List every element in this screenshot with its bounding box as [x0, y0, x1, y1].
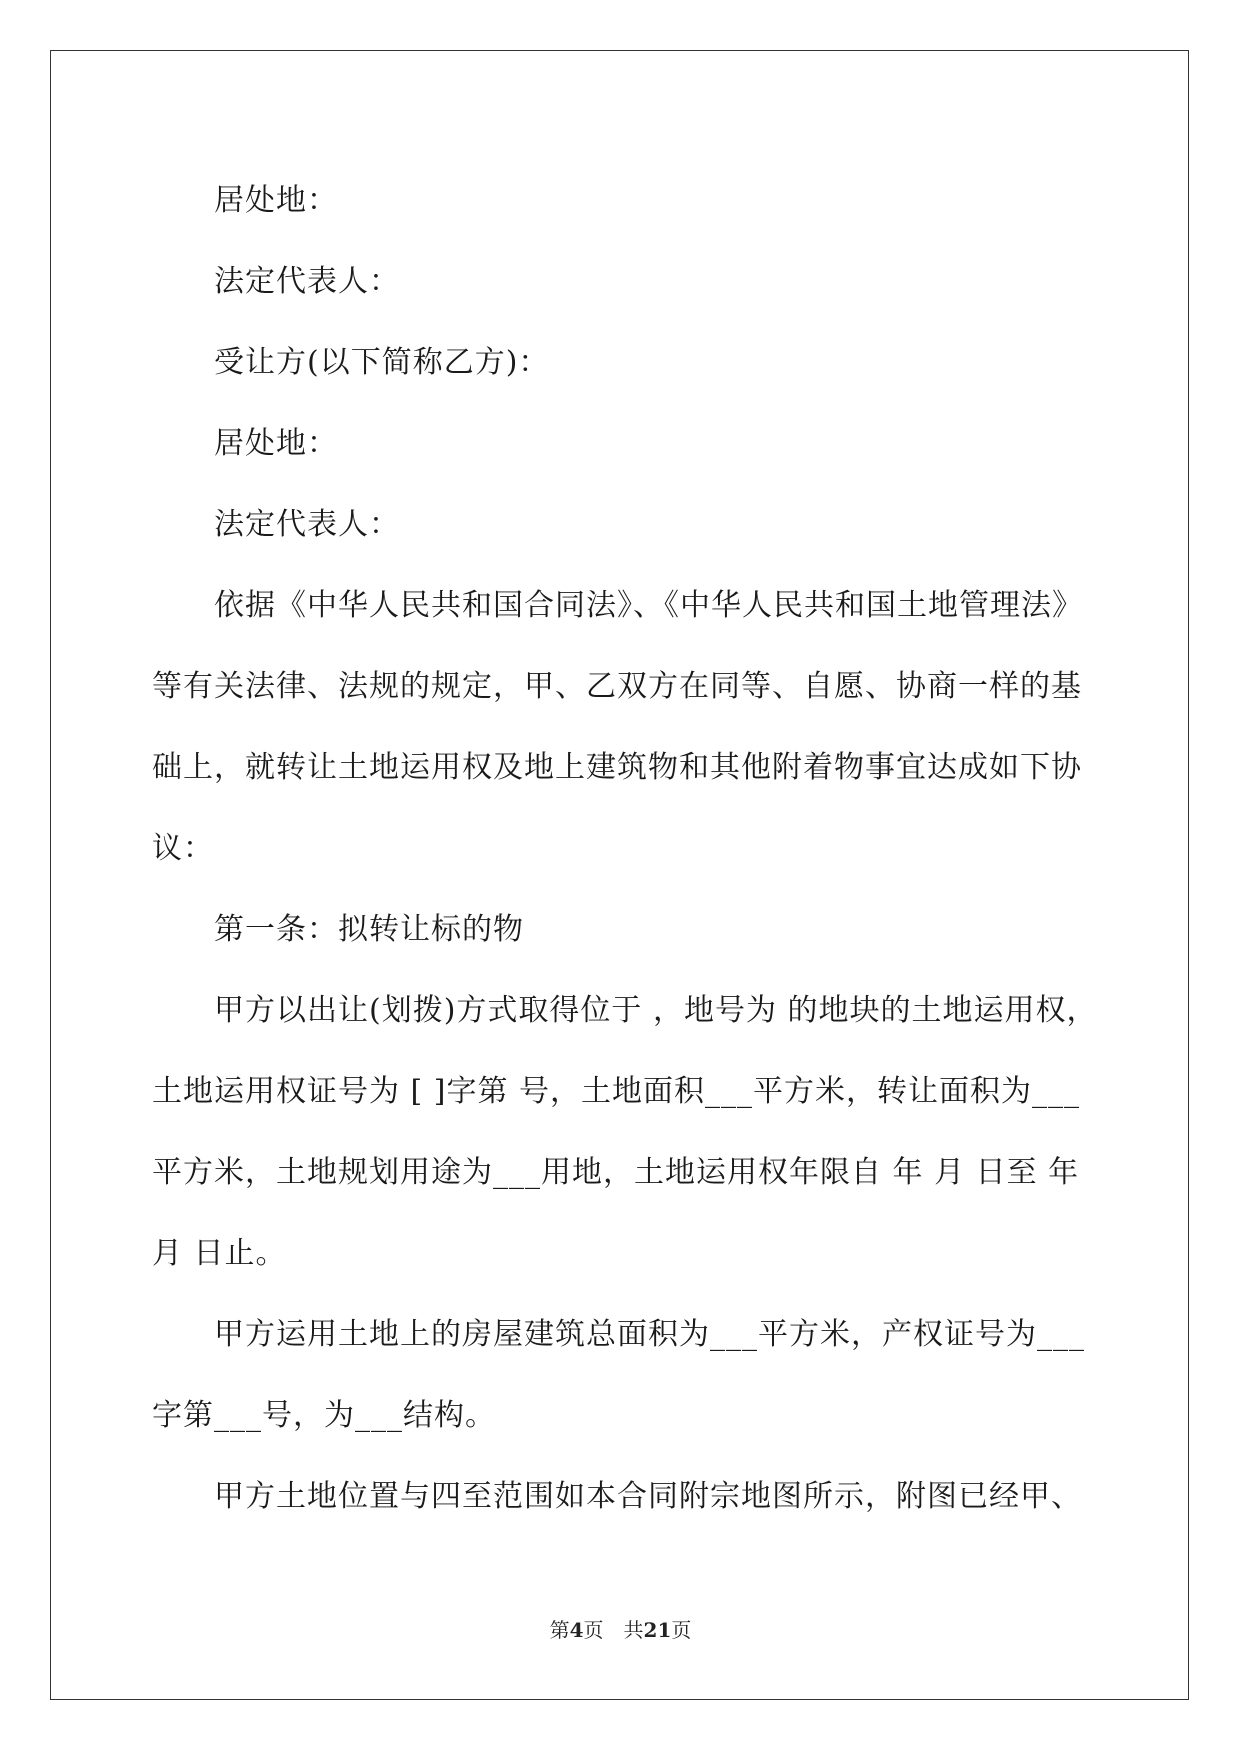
current-page-number: 4	[569, 1618, 584, 1642]
text-line: 居处地：	[214, 183, 338, 218]
text-line: 依据《中华人民共和国合同法》、《中华人民共和国土地管理法》	[214, 588, 1083, 623]
section-heading: 第一条：拟转让标的物	[214, 912, 524, 947]
text-line: 法定代表人：	[214, 264, 400, 299]
footer-page-suffix: 页	[583, 1618, 604, 1642]
document-body	[152, 160, 1098, 1537]
text-line: 土地运用权证号为 [ ]字第 号，土地面积___平方米，转让面积为___	[152, 1074, 1081, 1109]
text-line: 础上，就转让土地运用权及地上建筑物和其他附着物事宜达成如下协	[152, 750, 1082, 785]
text-line: 甲方以出让(划拨)方式取得位于 ，地号为 的地块的土地运用权，	[214, 993, 1098, 1028]
total-page-count: 21	[643, 1618, 672, 1642]
text-line: 议：	[152, 831, 214, 866]
page-footer	[0, 1614, 1241, 1643]
footer-total-prefix: 共	[623, 1618, 644, 1642]
text-line: 法定代表人：	[214, 507, 400, 542]
text-line: 字第___号，为___结构。	[152, 1398, 496, 1433]
text-line: 等有关法律、法规的规定，甲、乙双方在同等、自愿、协商一样的基	[152, 669, 1082, 704]
text-line: 居处地：	[214, 426, 338, 461]
text-line: 甲方土地位置与四至范围如本合同附宗地图所示，附图已经甲、	[214, 1479, 1082, 1514]
footer-prefix: 第	[549, 1618, 570, 1642]
text-line: 月 日止。	[152, 1236, 287, 1271]
text-line: 平方米，土地规划用途为___用地，土地运用权年限自 年 月 日至 年	[152, 1155, 1080, 1190]
text-line: 甲方运用土地上的房屋建筑总面积为___平方米，产权证号为___	[214, 1317, 1085, 1352]
footer-total-suffix: 页	[671, 1618, 692, 1642]
text-line: 受让方(以下简称乙方)：	[214, 345, 550, 380]
